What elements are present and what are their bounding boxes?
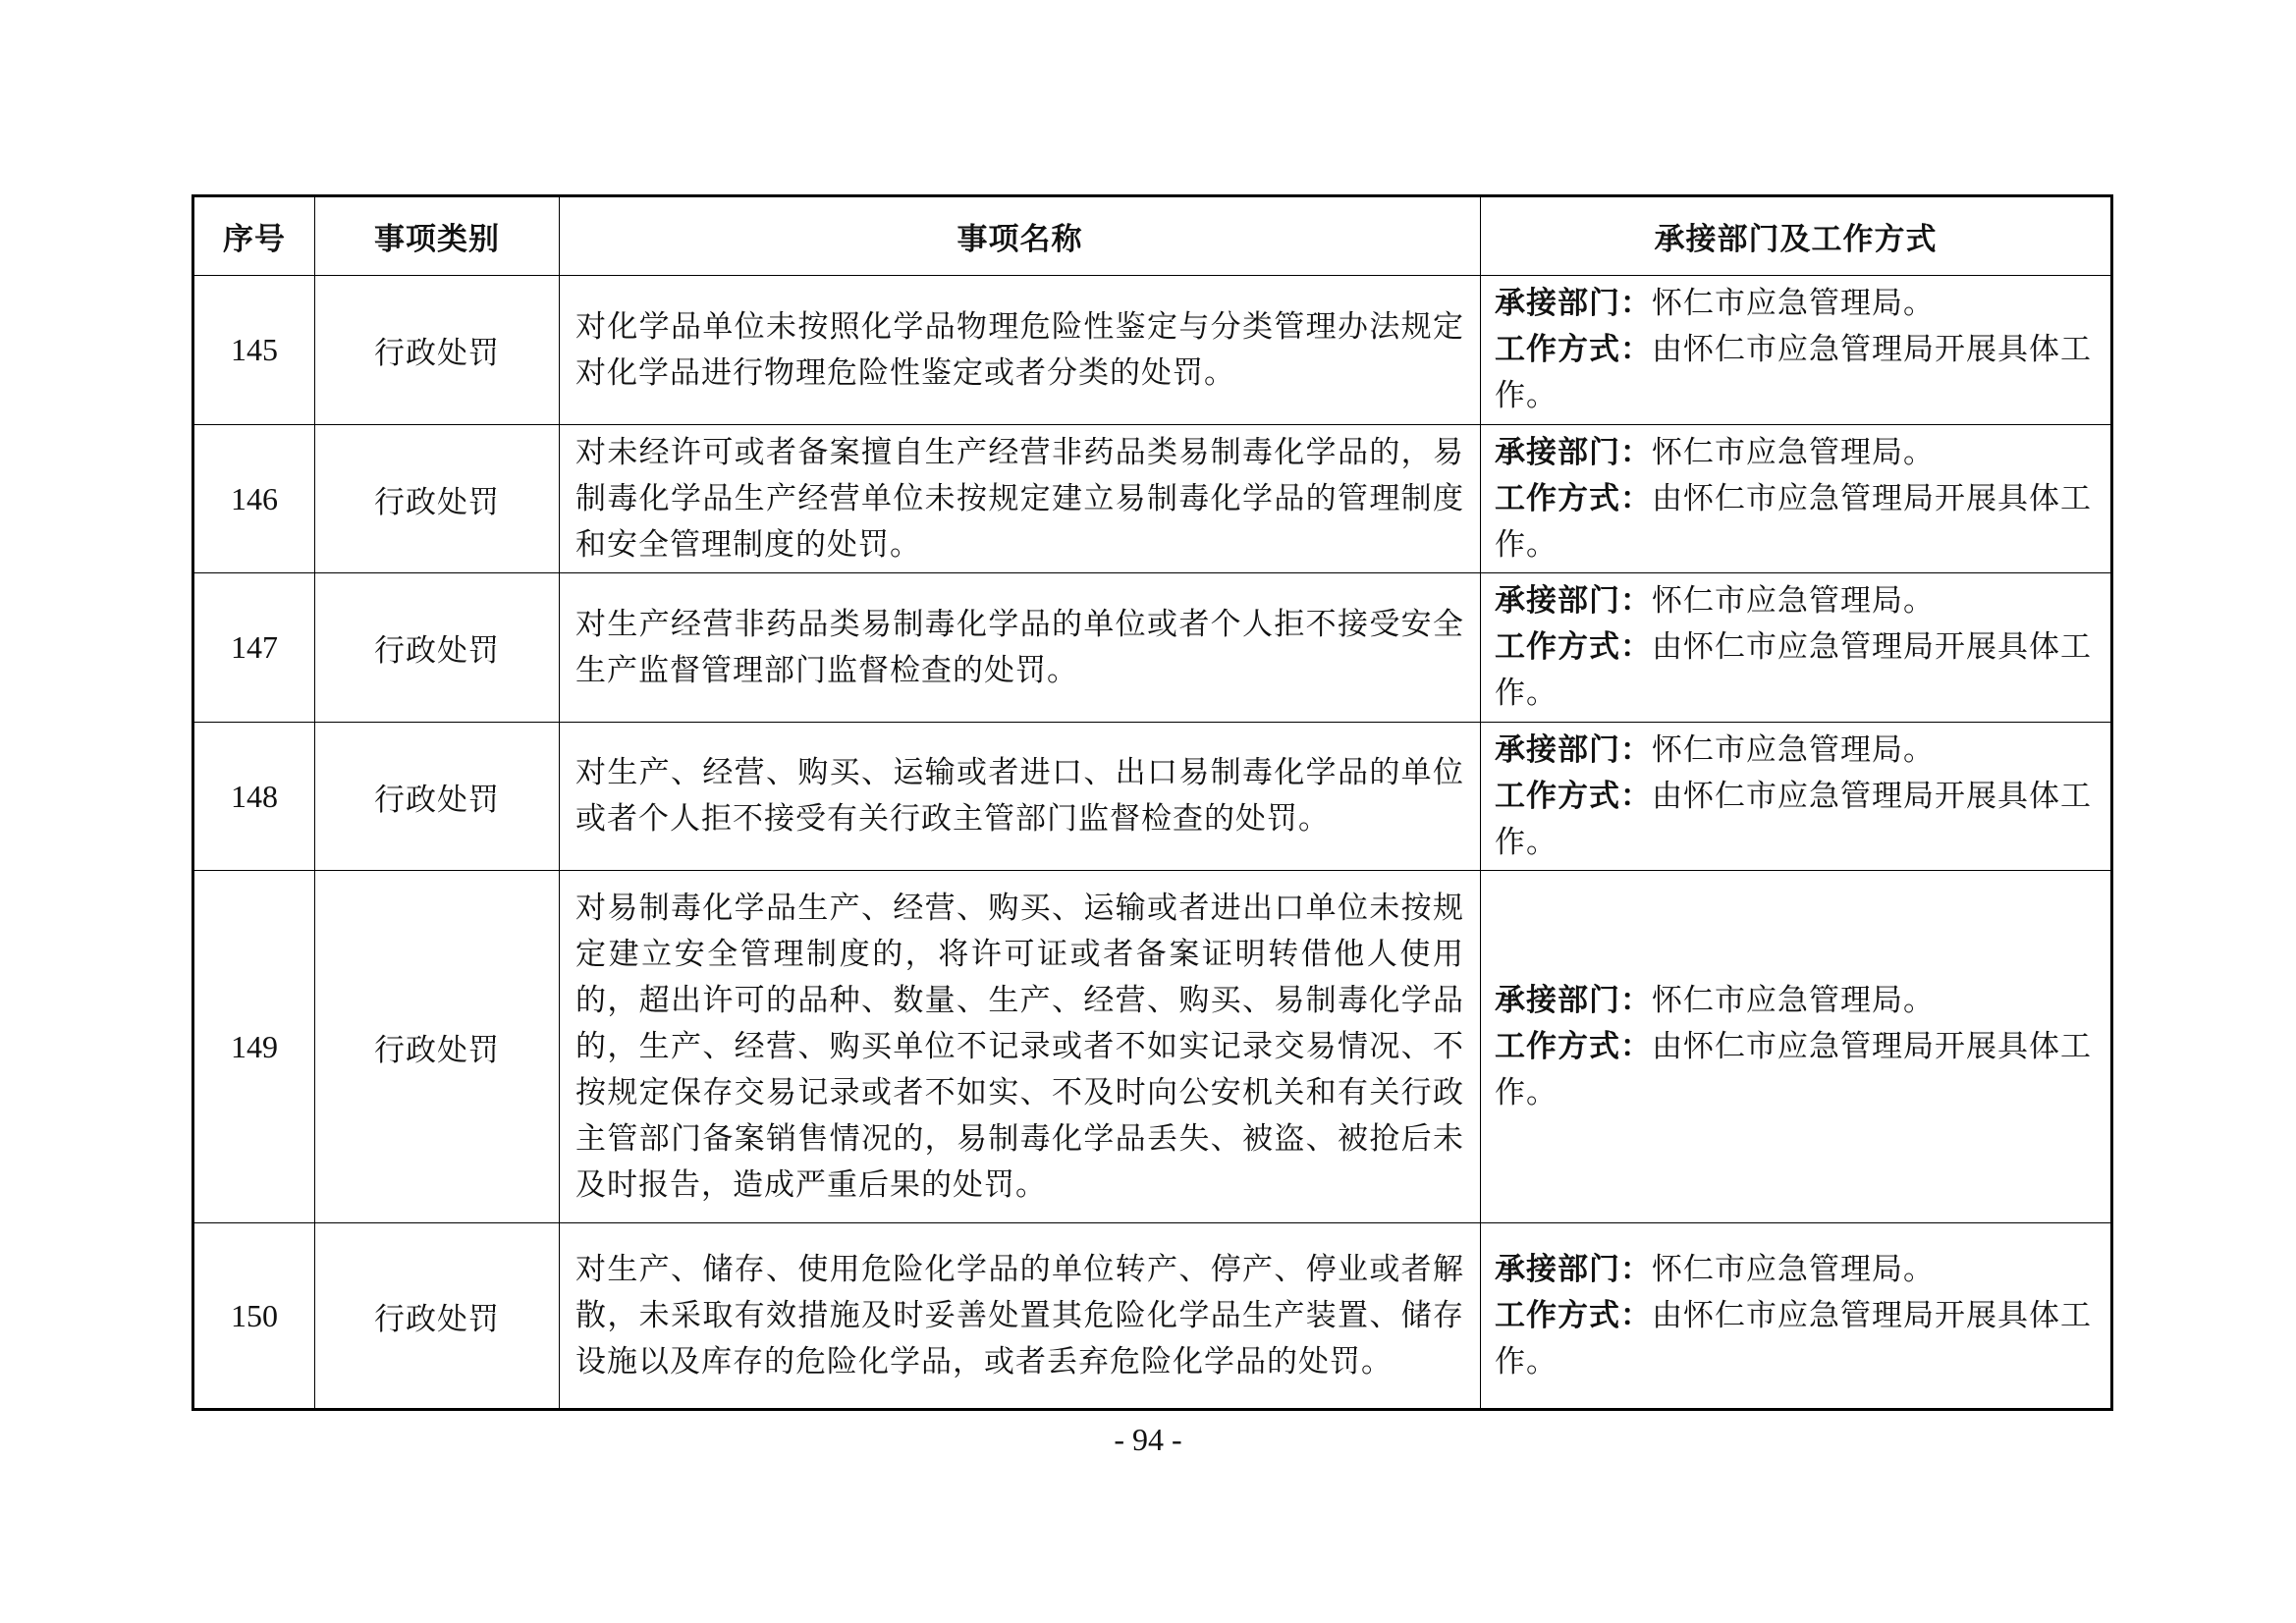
row-dept-cell xyxy=(1481,723,2112,871)
method-label: 工作方式： xyxy=(1495,332,1652,367)
table-header-row xyxy=(193,196,2112,276)
page-number: - 94 - xyxy=(1114,1422,1182,1457)
row-item-name: 对化学品单位未按照化学品物理危险性鉴定与分类管理办法规定对化学品进行物理危险性鉴定或者分类的处罚。 xyxy=(560,276,1481,425)
header-no: 序号 xyxy=(193,196,315,276)
dept-label: 承接部门： xyxy=(1495,434,1652,470)
row-category: 行政处罚 xyxy=(315,276,560,425)
row-item-name: 对易制毒化学品生产、经营、购买、运输或者进出口单位未按规定建立安全管理制度的，将许可证或者备案证明转借他人使用的，超出许可的品种、数量、生产、经营、购买、易制毒化学品的，生产、经营、购买单位不记录或者不如实记录交易情况、不按规定保存交易记录或者不如实、不及时向公安机关和有关行政主管部门备案销售情况的，易制毒化学品丢失、被盗、被抢后未及时报告，造成严重后果的处罚。 xyxy=(560,871,1481,1223)
method-value: 由怀仁市应急管理局开展具体工作。 xyxy=(1495,778,2092,860)
row-item-name: 对生产、储存、使用危险化学品的单位转产、停产、停业或者解散，未采取有效措施及时妥善处置其危险化学品生产装置、储存设施以及库存的危险化学品，或者丢弃危险化学品的处罚。 xyxy=(560,1223,1481,1410)
dept-value: 怀仁市应急管理局。 xyxy=(1652,1251,1935,1287)
item-table xyxy=(191,194,2113,1411)
row-number: 150 xyxy=(193,1223,315,1410)
row-dept-cell xyxy=(1481,871,2112,1223)
method-label: 工作方式： xyxy=(1495,1297,1652,1333)
header-category: 事项类别 xyxy=(315,196,560,276)
row-category: 行政处罚 xyxy=(315,871,560,1223)
method-value: 由怀仁市应急管理局开展具体工作。 xyxy=(1495,629,2092,711)
row-number: 148 xyxy=(193,723,315,871)
row-number: 146 xyxy=(193,425,315,573)
method-label: 工作方式： xyxy=(1495,629,1652,665)
table-row xyxy=(193,1223,2112,1410)
dept-label: 承接部门： xyxy=(1495,286,1652,321)
method-value: 由怀仁市应急管理局开展具体工作。 xyxy=(1495,332,2092,413)
row-item-name: 对生产经营非药品类易制毒化学品的单位或者个人拒不接受安全生产监督管理部门监督检查的处罚。 xyxy=(560,573,1481,723)
table-row xyxy=(193,871,2112,1223)
row-item-name: 对生产、经营、购买、运输或者进口、出口易制毒化学品的单位或者个人拒不接受有关行政主管部门监督检查的处罚。 xyxy=(560,723,1481,871)
dept-value: 怀仁市应急管理局。 xyxy=(1652,982,1935,1018)
method-value: 由怀仁市应急管理局开展具体工作。 xyxy=(1495,1297,2092,1380)
method-label: 工作方式： xyxy=(1495,1028,1652,1064)
row-category: 行政处罚 xyxy=(315,723,560,871)
dept-value: 怀仁市应急管理局。 xyxy=(1652,286,1935,321)
method-value: 由怀仁市应急管理局开展具体工作。 xyxy=(1495,480,2092,563)
header-name: 事项名称 xyxy=(560,196,1481,276)
row-dept-cell xyxy=(1481,425,2112,573)
row-category: 行政处罚 xyxy=(315,1223,560,1410)
row-number: 145 xyxy=(193,276,315,425)
dept-value: 怀仁市应急管理局。 xyxy=(1652,434,1935,470)
row-category: 行政处罚 xyxy=(315,425,560,573)
table-row xyxy=(193,425,2112,573)
table-row xyxy=(193,723,2112,871)
row-number: 147 xyxy=(193,573,315,723)
dept-label: 承接部门： xyxy=(1495,982,1652,1018)
row-category: 行政处罚 xyxy=(315,573,560,723)
dept-value: 怀仁市应急管理局。 xyxy=(1652,731,1935,768)
dept-label: 承接部门： xyxy=(1495,731,1652,768)
row-item-name: 对未经许可或者备案擅自生产经营非药品类易制毒化学品的，易制毒化学品生产经营单位未按规定建立易制毒化学品的管理制度和安全管理制度的处罚。 xyxy=(560,425,1481,573)
row-dept-cell xyxy=(1481,573,2112,723)
row-number: 149 xyxy=(193,871,315,1223)
row-dept-cell xyxy=(1481,1223,2112,1410)
method-label: 工作方式： xyxy=(1495,480,1652,516)
dept-label: 承接部门： xyxy=(1495,583,1652,619)
dept-value: 怀仁市应急管理局。 xyxy=(1652,583,1935,619)
table-row xyxy=(193,276,2112,425)
table-row xyxy=(193,573,2112,723)
row-dept-cell xyxy=(1481,276,2112,425)
method-value: 由怀仁市应急管理局开展具体工作。 xyxy=(1495,1028,2092,1110)
header-dept: 承接部门及工作方式 xyxy=(1481,196,2112,276)
dept-label: 承接部门： xyxy=(1495,1251,1652,1287)
method-label: 工作方式： xyxy=(1495,778,1652,814)
